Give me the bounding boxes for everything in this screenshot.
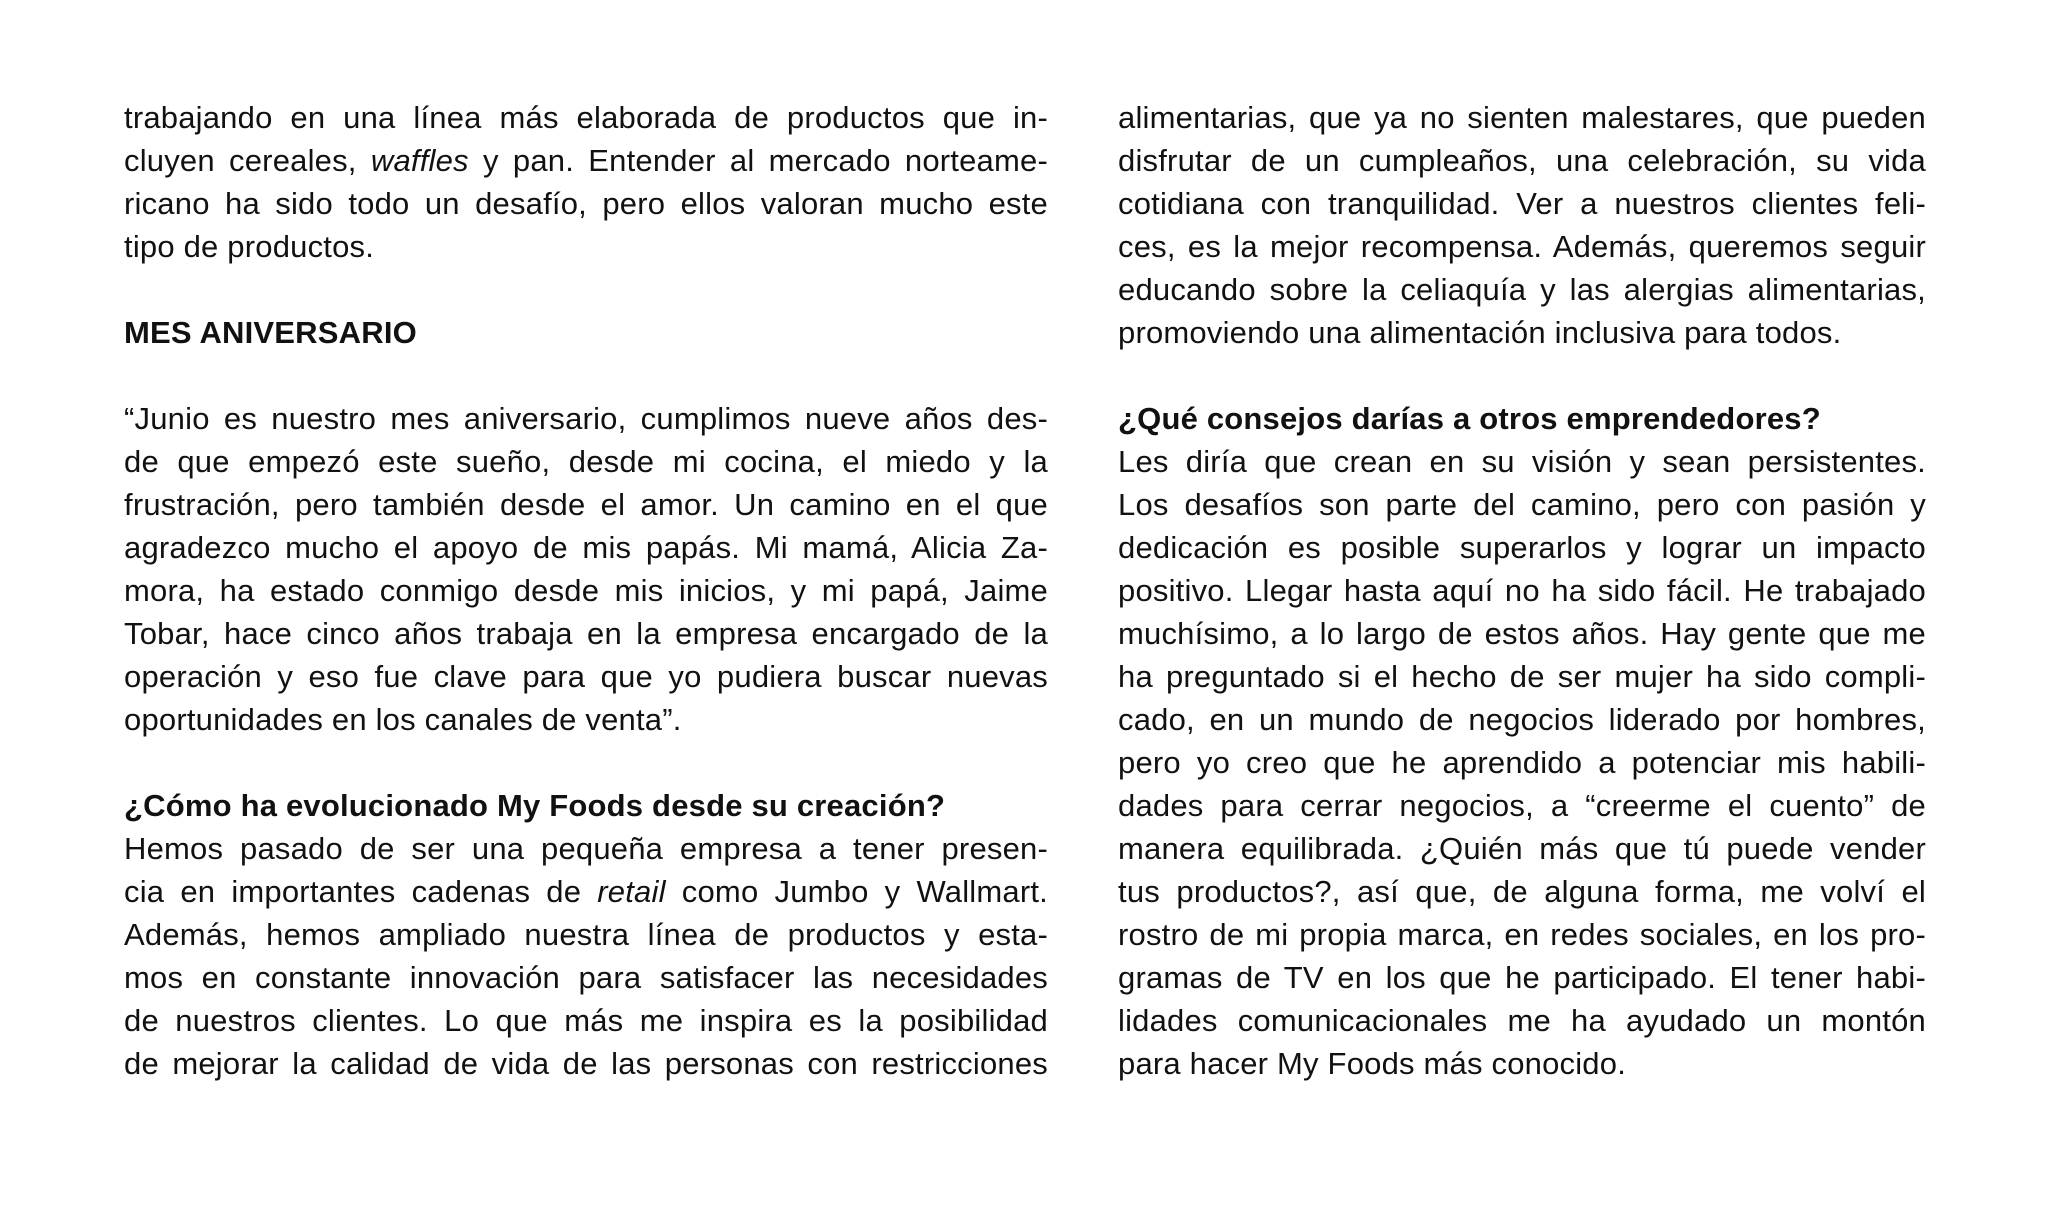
paragraph-gap bbox=[1118, 354, 1926, 397]
text-line: frustración, pero también desde el amor. Un camino en el que bbox=[124, 487, 1048, 522]
text-run: cluyen cereales, bbox=[124, 143, 371, 178]
text-line: ricano ha sido todo un desafío, pero ellos valoran mucho este bbox=[124, 186, 1048, 221]
text-line: pero yo creo que he aprendido a potenciar mis habili- bbox=[1118, 745, 1926, 780]
text-line: manera equilibrada. ¿Quién más que tú puede vender bbox=[1118, 831, 1926, 866]
text-line bbox=[124, 870, 1048, 913]
text-line: dades para cerrar negocios, a “creerme el cuento” de bbox=[1118, 788, 1926, 823]
italic-term: waffles bbox=[370, 143, 469, 178]
text-line: operación y eso fue clave para que yo pudiera buscar nuevas bbox=[124, 659, 1048, 694]
paragraph-intro bbox=[124, 96, 1048, 268]
text-line: promoviendo una alimentación inclusiva para todos. bbox=[1118, 315, 1842, 350]
text-line: tipo de productos. bbox=[124, 229, 375, 264]
text-line: rostro de mi propia marca, en redes sociales, en los pro- bbox=[1118, 917, 1926, 952]
text-line: Tobar, hace cinco años trabaja en la empresa encargado de la bbox=[124, 616, 1048, 651]
text-line: educando sobre la celiaquía y las alergias alimentarias, bbox=[1118, 272, 1926, 307]
paragraph-quote bbox=[124, 397, 1048, 741]
text-run: y pan. Entender al mercado norteame- bbox=[468, 143, 1048, 178]
text-line: Además, hemos ampliado nuestra línea de productos y esta- bbox=[124, 917, 1048, 952]
text-run: cia en importantes cadenas de bbox=[124, 874, 598, 909]
text-line: agradezco mucho el apoyo de mis papás. Mi mamá, Alicia Za- bbox=[124, 530, 1048, 565]
paragraph-gap bbox=[124, 354, 1048, 397]
text-line: mos en constante innovación para satisfacer las necesidades bbox=[124, 960, 1048, 995]
text-line: Les diría que crean en su visión y sean persistentes. bbox=[1118, 444, 1926, 479]
text-line: cotidiana con tranquilidad. Ver a nuestros clientes feli- bbox=[1118, 186, 1926, 221]
text-line: dedicación es posible superarlos y lograr un impacto bbox=[1118, 530, 1926, 565]
text-line: muchísimo, a lo largo de estos años. Hay gente que me bbox=[1118, 616, 1926, 651]
text-line: cado, en un mundo de negocios liderado por hombres, bbox=[1118, 702, 1926, 737]
text-line: trabajando en una línea más elaborada de productos que in- bbox=[124, 100, 1048, 135]
paragraph-answer bbox=[1118, 440, 1926, 1085]
paragraph-gap bbox=[124, 741, 1048, 784]
paragraph-continuation bbox=[1118, 96, 1926, 354]
interview-question: ¿Cómo ha evolucionado My Foods desde su creación? bbox=[124, 788, 946, 823]
text-line: alimentarias, que ya no sienten malestares, que pueden bbox=[1118, 100, 1926, 135]
text-line: de nuestros clientes. Lo que más me inspira es la posibilidad bbox=[124, 1003, 1048, 1038]
text-line: gramas de TV en los que he participado. El tener habi- bbox=[1118, 960, 1926, 995]
paragraph-gap bbox=[124, 268, 1048, 311]
section-heading: MES ANIVERSARIO bbox=[124, 315, 417, 350]
left-column bbox=[124, 96, 1048, 1085]
interview-question: ¿Qué consejos darías a otros emprendedores? bbox=[1118, 401, 1821, 436]
text-line bbox=[124, 139, 1048, 182]
text-line: Los desafíos son parte del camino, pero con pasión y bbox=[1118, 487, 1926, 522]
text-line: de que empezó este sueño, desde mi cocina, el miedo y la bbox=[124, 444, 1048, 479]
text-line: ces, es la mejor recompensa. Además, queremos seguir bbox=[1118, 229, 1926, 264]
paragraph-answer bbox=[124, 827, 1048, 1085]
text-line: disfrutar de un cumpleaños, una celebración, su vida bbox=[1118, 143, 1926, 178]
right-column bbox=[1118, 96, 1926, 1085]
italic-term: retail bbox=[597, 874, 666, 909]
text-line: “Junio es nuestro mes aniversario, cumplimos nueve años des- bbox=[124, 401, 1048, 436]
text-line: lidades comunicacionales me ha ayudado un montón bbox=[1118, 1003, 1926, 1038]
text-line: mora, ha estado conmigo desde mis inicios, y mi papá, Jaime bbox=[124, 573, 1048, 608]
text-line: oportunidades en los canales de venta”. bbox=[124, 702, 682, 737]
text-line: tus productos?, así que, de alguna forma, me volví el bbox=[1118, 874, 1926, 909]
text-run: como Jumbo y Wallmart. bbox=[665, 874, 1048, 909]
text-line: positivo. Llegar hasta aquí no ha sido fácil. He trabajado bbox=[1118, 573, 1926, 608]
text-line: Hemos pasado de ser una pequeña empresa a tener presen- bbox=[124, 831, 1048, 866]
text-line: de mejorar la calidad de vida de las personas con restricciones bbox=[124, 1046, 1048, 1081]
text-line: para hacer My Foods más conocido. bbox=[1118, 1046, 1627, 1081]
text-line: ha preguntado si el hecho de ser mujer ha sido compli- bbox=[1118, 659, 1926, 694]
